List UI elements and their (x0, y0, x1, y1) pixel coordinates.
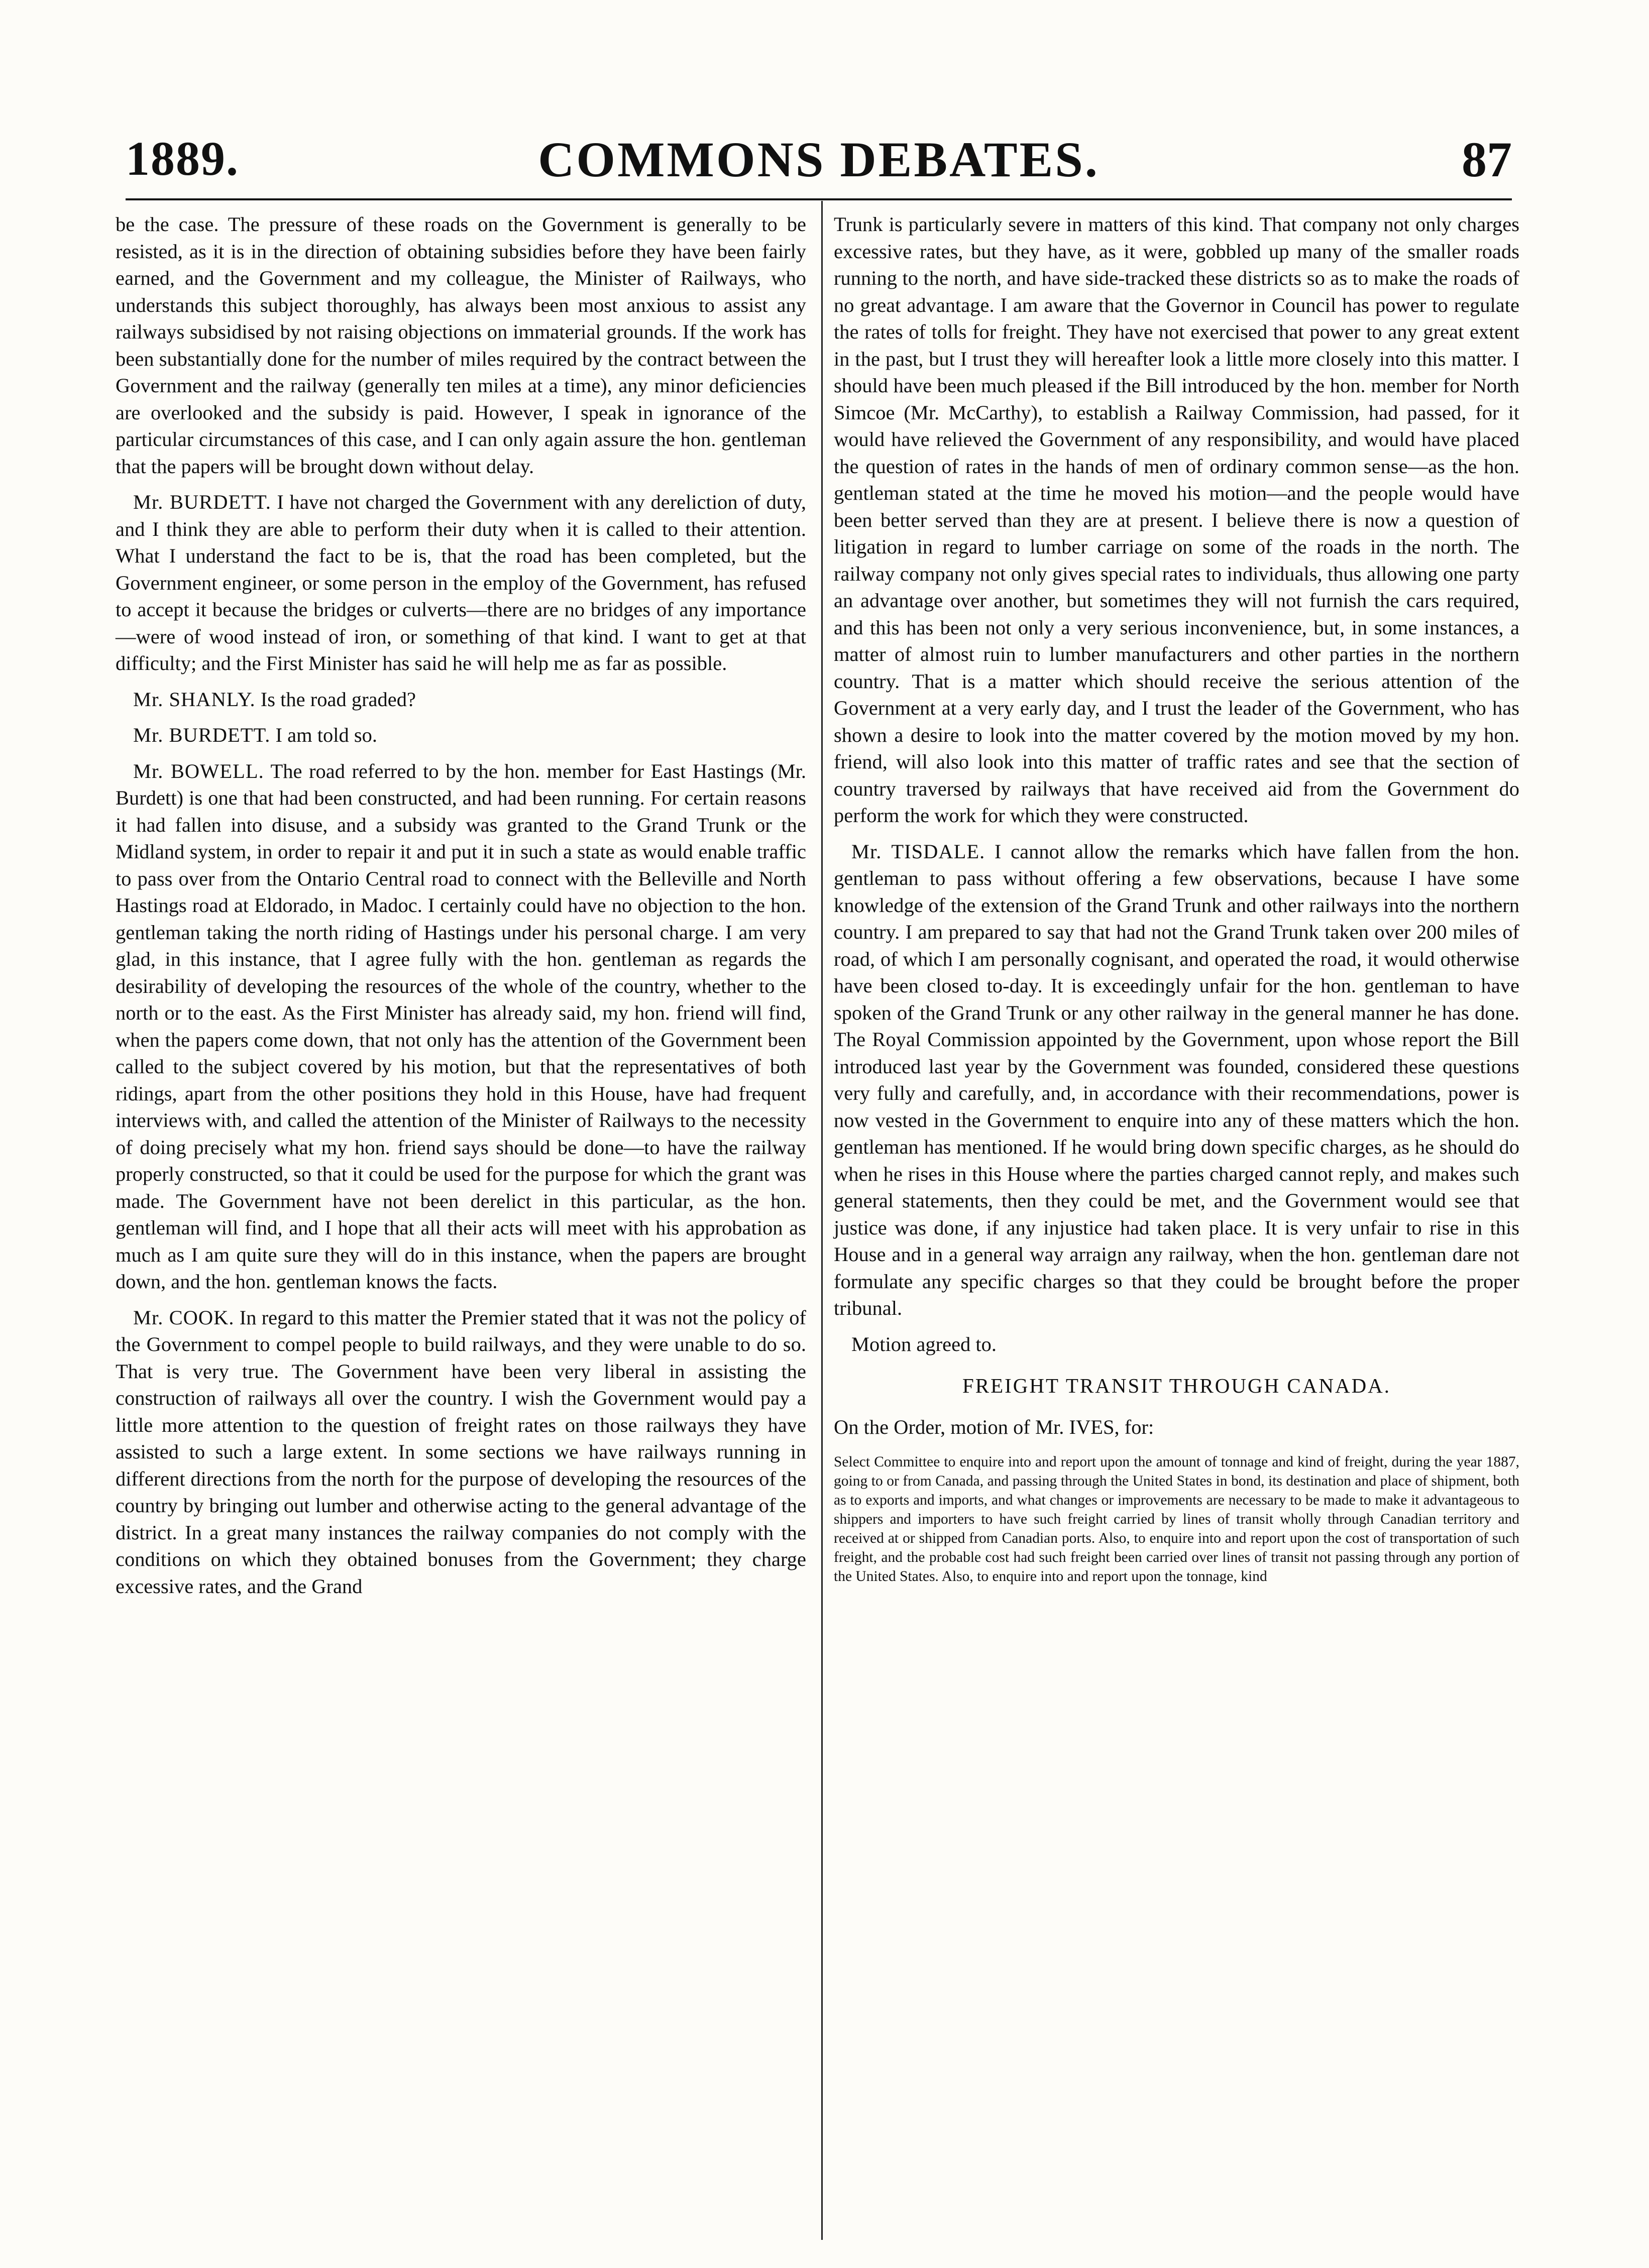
speech-shanly (116, 686, 806, 713)
speech-text: I have not charged the Government with any dereliction of duty, and I think they are able to perform their duty when it is called to their attention. What I understand the fact to be is, that the road has been completed, but the Government engineer, or some person in the employ of the Government, has refused to accept it because the bridges or culverts—there are no bridges of any importance—were of wood instead of iron, or something of that kind. I want to get at that difficulty; and the First Minister has said he will help me as far as possible. (116, 491, 807, 674)
section-heading: FREIGHT TRANSIT THROUGH CANADA. (962, 1374, 1391, 1397)
speaker-name: Mr. BURDETT. (133, 491, 271, 513)
speaker-name: Mr. BURDETT. (133, 724, 271, 746)
speech-text: The road referred to by the hon. member for East Hastings (Mr. Burdett) is one that had been constructed, and had been running. For certain reasons it had fallen into disuse, and a subsidy was granted to the Grand Trunk or the Midland system, in order to repair it and put it in such a state as would enable traffic to pass over from the Ontario Central road to connect with the Belleville and North Hastings road at Eldorado, in Madoc. I certainly could have no objection to the hon. gentleman taking the north riding of Hastings under his personal charge. I am very glad, in this instance, that I agree fully with the hon. gentleman as regards the desirability of developing the resources of the whole of the country, whether to the north or to the east. As the First Minister has already said, my hon. friend will find, when the papers come down, that not only has the attention of the Government been called to the subject covered by his motion, but that the representatives of both ridings, apart from the other positions they hold in this House, have had frequent interviews with, and called the attention of the Minister of Railways to the necessity of doing precisely what my hon. friend says should be done—to have the railway properly constructed, so that it could be used for the purpose for which the grant was made. The Government have not been derelict in this particular, as the hon. gentleman will find, and I hope that all their acts will meet with his approbation as much as I am quite sure they will do in this instance, when the papers are brought down, and the hon. gentleman knows the facts. (116, 759, 806, 1293)
column-divider (821, 201, 823, 2240)
left-column (116, 211, 806, 1609)
page-number: 87 (1462, 132, 1512, 187)
header-rule (126, 198, 1512, 200)
speech-text: In regard to this matter the Premier stated that it was not the policy of the Government to compel people to build railways, and they were unable to do so. That is very true. The Government have been very liberal in assisting the construction of railways all over the country. I wish the Government would pay a little more attention to the question of freight rates on those railways they have assisted to such a large extent. In some sections we have railways running in different directions from the north for the purpose of developing the resources of the country by bringing out lumber and otherwise acting to the general advantage of the district. In a great many instances the railway companies do not comply with the conditions on which they obtained bonuses from the Government; they charge excessive rates, and the Grand (116, 1306, 807, 1598)
speaker-name: Mr. SHANLY. (133, 688, 256, 711)
header-year: 1889. (126, 132, 239, 185)
motion-text: Select Committee to enquire into and report upon the amount of tonnage and kind of freight, during the year 1887, going to or from Canada, and passing through the United States in bond, its destination and place of shipment, both as to exports and imports, and what changes or improvements are necessary to be made to make it advantageous to shippers and importers to have such freight carried by lines of transit wholly through Canadian territory and received at or shipped from Canadian ports. Also, to enquire into and report upon the cost of transportation of such freight, and the probable cost had such freight been carried over lines of transit not passing through any portion of the United States. Also, to enquire into and report upon the tonnage, kind (834, 1454, 1519, 1584)
speaker-name: Mr. BOWELL. (133, 759, 264, 782)
right-continuation-paragraph: Trunk is particularly severe in matters of this kind. That company not only charges excessive rates, but they have, as it were, gobbled up many of the smaller roads running to the north, and have side-tracked these districts so as to make the roads of no great advantage. I am aware that the Governor in Council has power to regulate the rates of tolls for freight. They have not exercised that power to any great extent in the past, but I trust they will hereafter look a little more closely into this matter. I should have been much pleased if the Bill introduced by the hon. member for North Simcoe (Mr. McCarthy), to establish a Railway Commission, had passed, for it would have relieved the Government of any responsibility, and would have placed the question of rates in the hands of men of ordinary common sense—as the hon. gentleman stated at the time he moved his motion—and the people would have been better served than they are at present. I believe there is now a question of litigation in regard to lumber carriage on some of the roads in the north. The railway company not only gives special rates to individuals, thus allowing one party an advantage over another, but sometimes they will not furnish the cars required, and this has been not only a very serious inconvenience, but, in some instances, a matter of almost ruin to lumber manufacturers and other parties in the northern country. That is a matter which should receive the serious attention of the Government at a very early day, and I trust the leader of the Government, who has shown a desire to look into the matter covered by the motion moved by my hon. friend, will also look into this matter of traffic rates and see that the section of country traversed by railways that have received aid from the Government do perform the work for which they were constructed. (834, 213, 1519, 827)
order-line: On the Order, motion of Mr. IVES, for: (834, 1415, 1154, 1438)
speech-tisdale (834, 838, 1519, 1322)
speech-text: I cannot allow the remarks which have fallen from the hon. gentleman to pass without offering a few observations, because I have some knowledge of the extension of the Grand Trunk and other railways into the northern country. I am prepared to say that had not the Grand Trunk taken over 200 miles of road, of which I am personally cognisant, and operated the road, it would otherwise have been closed to-day. It is exceedingly unfair for the hon. gentleman to have spoken of the Grand Trunk or any other railway in the general manner he has done. The Royal Commission appointed by the Government, upon whose report the Bill introduced last year by the Government was founded, considered these questions very fully and carefully, and, in accordance with their recommendations, power is now vested in the Government to enquire into any of these matters which the hon. gentleman has mentioned. If he would bring down specific charges, as he should do when he rises in this House where the parties charged cannot reply, and makes such general statements, then they could be met, and the Government would see that justice was done, if any injustice had taken place. It is very unfair to rise in this House and in a general way arraign any railway, when the hon. gentleman dare not formulate any specific charges so that they could be brought before the proper tribunal. (834, 840, 1519, 1319)
speech-cook (116, 1304, 806, 1600)
speech-bowell (116, 758, 806, 1295)
right-column (834, 211, 1519, 1595)
speech-burdett-2 (116, 722, 806, 749)
page-header (126, 126, 1512, 201)
motion-agreed: Motion agreed to. (851, 1332, 997, 1355)
speaker-name: Mr. COOK. (133, 1306, 235, 1329)
header-title: COMMONS DEBATES. (538, 132, 1100, 187)
left-continuation-paragraph: be the case. The pressure of these roads on the Government is generally to be resisted, as it is in the direction of obtaining subsidies before they have been fairly earned, and the Government and my colleague, the Minister of Railways, who understands this subject thoroughly, has always been most anxious to assist any railways subsidised by not raising objections on immaterial grounds. If the work has been substantially done for the number of miles required by the contract between the Government and the railway (generally ten miles at a time), any minor deficiencies are overlooked and the subsidy is paid. However, I speak in ignorance of the particular circumstances of this case, and I can only again assure the hon. gentleman that the papers will be brought down without delay. (116, 213, 806, 478)
speaker-name: Mr. TISDALE. (851, 840, 985, 863)
speech-text: Is the road graded? (260, 688, 416, 711)
speech-burdett-1 (116, 489, 806, 677)
speech-text: I am told so. (275, 724, 377, 746)
